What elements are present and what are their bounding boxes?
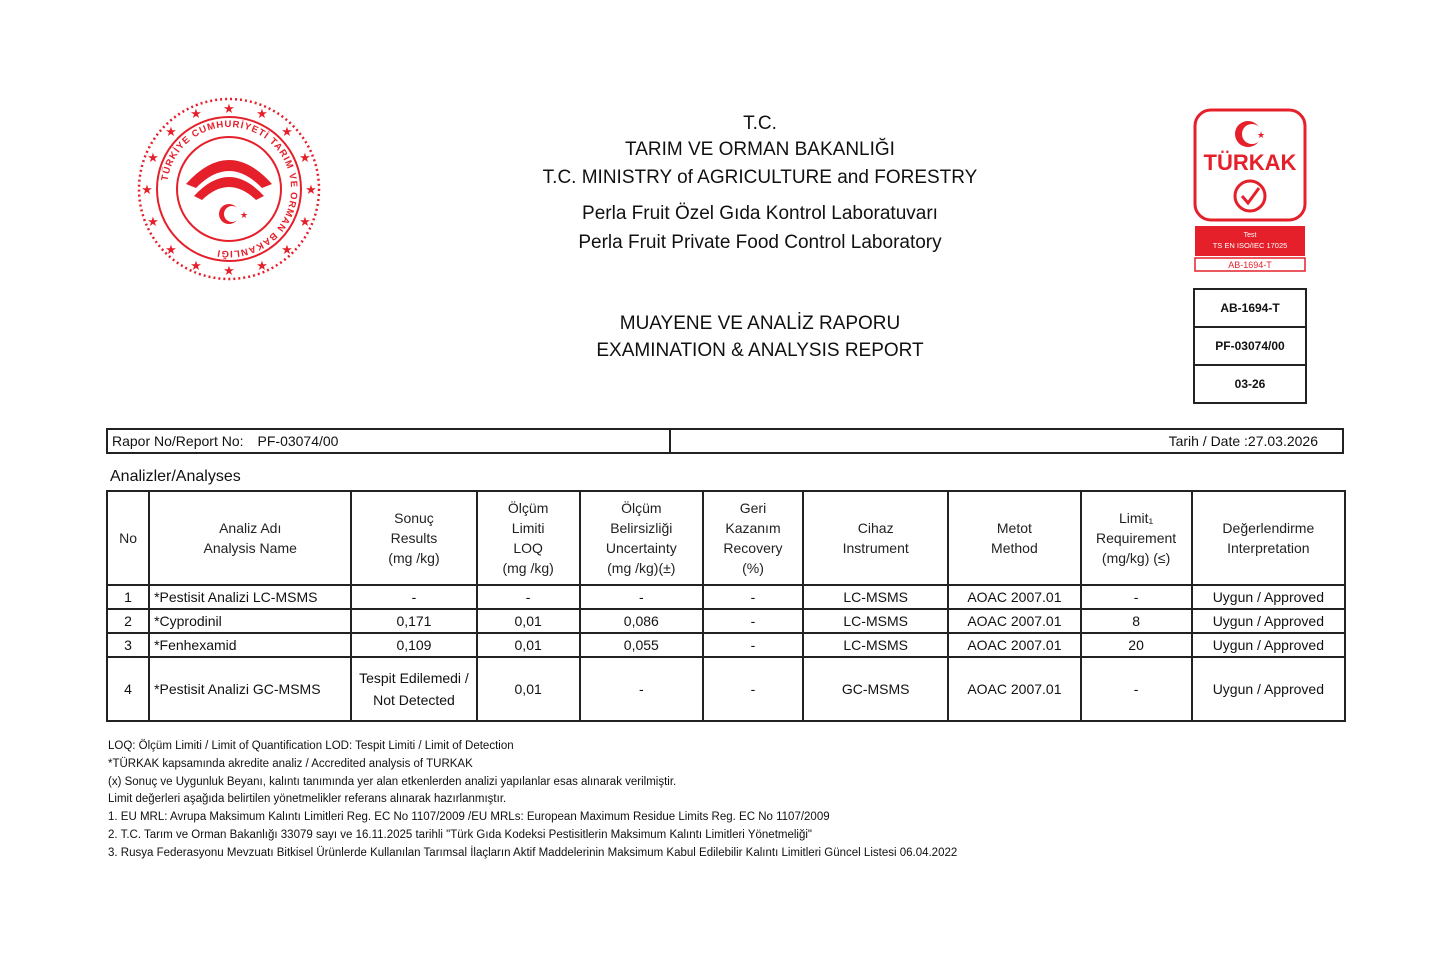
svg-text:★: ★ bbox=[190, 258, 202, 273]
turkak-test-label: Test bbox=[1243, 232, 1257, 239]
cell-method: AOAC 2007.01 bbox=[948, 609, 1080, 633]
turkak-accreditation-no: AB-1694-T bbox=[1228, 260, 1272, 270]
svg-text:★: ★ bbox=[223, 263, 235, 278]
cell-requirement: 20 bbox=[1081, 633, 1192, 657]
footnote-turkak: *TÜRKAK kapsamında akredite analiz / Accredited analysis of TURKAK bbox=[108, 757, 473, 770]
header-method: Metot Method bbox=[948, 491, 1080, 585]
cell-instrument: GC-MSMS bbox=[803, 657, 948, 721]
cell-result: Tespit Edilemedi / Not Detected bbox=[351, 657, 476, 721]
analysis-results-table bbox=[106, 490, 1346, 722]
table-row bbox=[107, 633, 1345, 657]
header-line-lab-tr: Perla Fruit Özel Gıda Kontrol Laboratuvarı bbox=[582, 203, 938, 224]
header-line-ministry-en: T.C. MINISTRY of AGRICULTURE and FORESTRY bbox=[542, 167, 978, 188]
cell-recovery: - bbox=[703, 633, 803, 657]
report-info-row bbox=[106, 428, 1344, 454]
svg-text:★: ★ bbox=[1257, 130, 1266, 140]
svg-text:★: ★ bbox=[256, 106, 268, 121]
cell-interpretation: Uygun / Approved bbox=[1192, 633, 1345, 657]
cell-analysis-name: *Cyprodinil bbox=[149, 609, 351, 633]
header-requirement: Limit₁ Requirement (mg/kg) (≤) bbox=[1081, 491, 1192, 585]
analyses-title: Analizler/Analyses bbox=[110, 468, 241, 485]
code-accreditation: AB-1694-T bbox=[1220, 301, 1280, 315]
cell-recovery: - bbox=[703, 609, 803, 633]
cell-method: AOAC 2007.01 bbox=[948, 657, 1080, 721]
cell-uncertainty: - bbox=[580, 657, 703, 721]
report-date: Tarih / Date :27.03.2026 bbox=[1168, 433, 1318, 449]
table-header-row bbox=[107, 491, 1345, 585]
svg-text:★: ★ bbox=[281, 124, 293, 139]
footnotes bbox=[108, 738, 957, 863]
cell-instrument: LC-MSMS bbox=[803, 609, 948, 633]
report-number-label: Rapor No/Report No: bbox=[112, 433, 244, 449]
cell-instrument: LC-MSMS bbox=[803, 585, 948, 609]
cell-result: 0,171 bbox=[351, 609, 476, 633]
report-number-cell bbox=[108, 430, 671, 452]
header-loq: Ölçüm Limiti LOQ (mg /kg) bbox=[477, 491, 580, 585]
svg-text:★: ★ bbox=[147, 150, 159, 165]
table-row bbox=[107, 585, 1345, 609]
seal-ring-text: TÜRKİYE CUMHURİYETİ TARIM VE ORMAN BAKANLIĞI bbox=[159, 118, 300, 260]
footnote-eu-mrl: 1. EU MRL: Avrupa Maksimum Kalıntı Limitleri Reg. EC No 1107/2009 /EU MRLs: European Maximum Residue Limits Reg. EC No 1107/2009 bbox=[108, 811, 830, 824]
svg-text:★: ★ bbox=[223, 101, 235, 116]
cell-no: 2 bbox=[107, 609, 149, 633]
turkak-accreditation-logo bbox=[1193, 108, 1307, 272]
cell-loq: 0,01 bbox=[477, 657, 580, 721]
cell-method: AOAC 2007.01 bbox=[948, 585, 1080, 609]
cell-loq: - bbox=[477, 585, 580, 609]
cell-analysis-name: *Pestisit Analizi GC-MSMS bbox=[149, 657, 351, 721]
cell-requirement: 8 bbox=[1081, 609, 1192, 633]
footnote-limits: Limit değerleri aşağıda belirtilen yönetmelikler referans alınarak hazırlanmıştır. bbox=[108, 793, 507, 806]
footnote-declaration: (x) Sonuç ve Uygunluk Beyanı, kalıntı tanımında yer alan etkenlerden analizi yapılanlar esas alınarak verilmiştir. bbox=[108, 775, 677, 788]
cell-loq: 0,01 bbox=[477, 633, 580, 657]
cell-method: AOAC 2007.01 bbox=[948, 633, 1080, 657]
svg-text:★: ★ bbox=[141, 182, 153, 197]
ministry-seal-logo bbox=[136, 96, 322, 282]
footnote-tc-regulation: 2. T.C. Tarım ve Orman Bakanlığı 33079 sayı ve 16.11.2025 tarihli "Türk Gıda Kodeksi Pestisitlerin Maksimum Kalıntı Limitleri Yönetmeliği" bbox=[108, 828, 813, 841]
cell-interpretation: Uygun / Approved bbox=[1192, 657, 1345, 721]
cell-loq: 0,01 bbox=[477, 609, 580, 633]
cell-result: - bbox=[351, 585, 476, 609]
document-code-box bbox=[1193, 288, 1307, 404]
cell-recovery: - bbox=[703, 585, 803, 609]
svg-text:★: ★ bbox=[165, 242, 177, 257]
header-interpretation: Değerlendirme Interpretation bbox=[1192, 491, 1345, 585]
header-instrument: Cihaz Instrument bbox=[803, 491, 948, 585]
svg-text:★: ★ bbox=[256, 258, 268, 273]
cell-analysis-name: *Pestisit Analizi LC-MSMS bbox=[149, 585, 351, 609]
code-report: PF-03074/00 bbox=[1195, 326, 1305, 364]
svg-text:★: ★ bbox=[299, 214, 311, 229]
cell-no: 1 bbox=[107, 585, 149, 609]
footnote-loq: LOQ: Ölçüm Limiti / Limit of Quantification LOD: Tespit Limiti / Limit of Detection bbox=[108, 740, 514, 752]
table-row bbox=[107, 657, 1345, 721]
report-title-en: EXAMINATION & ANALYSIS REPORT bbox=[596, 340, 924, 361]
code-revision: 03-26 bbox=[1195, 364, 1305, 402]
cell-requirement: - bbox=[1081, 585, 1192, 609]
header-analysis-name: Analiz Adı Analysis Name bbox=[149, 491, 351, 585]
cell-interpretation: Uygun / Approved bbox=[1192, 609, 1345, 633]
cell-interpretation: Uygun / Approved bbox=[1192, 585, 1345, 609]
cell-uncertainty: 0,086 bbox=[580, 609, 703, 633]
header-recovery: Geri Kazanım Recovery (%) bbox=[703, 491, 803, 585]
turkak-standard: TS EN ISO/IEC 17025 bbox=[1212, 241, 1288, 250]
report-title-tr: MUAYENE VE ANALİZ RAPORU bbox=[619, 313, 901, 334]
turkak-brand-text: TÜRKAK bbox=[1203, 150, 1297, 175]
svg-text:TÜRKİYE CUMHURİYETİ TARIM VE O bbox=[160, 119, 300, 260]
header-results: Sonuç Results (mg /kg) bbox=[351, 491, 476, 585]
svg-text:★: ★ bbox=[240, 210, 249, 220]
svg-text:★: ★ bbox=[190, 106, 202, 121]
cell-instrument: LC-MSMS bbox=[803, 633, 948, 657]
cell-uncertainty: - bbox=[580, 585, 703, 609]
header-line-ministry-tr: TARIM VE ORMAN BAKANLIĞI bbox=[625, 139, 895, 160]
cell-requirement: - bbox=[1081, 657, 1192, 721]
svg-text:★: ★ bbox=[305, 182, 317, 197]
cell-uncertainty: 0,055 bbox=[580, 633, 703, 657]
header-line-lab-en: Perla Fruit Private Food Control Laboratory bbox=[578, 232, 942, 253]
header-uncertainty: Ölçüm Belirsizliği Uncertainty (mg /kg)(±) bbox=[580, 491, 703, 585]
table-row bbox=[107, 609, 1345, 633]
cell-no: 3 bbox=[107, 633, 149, 657]
svg-text:★: ★ bbox=[147, 214, 159, 229]
svg-text:★: ★ bbox=[281, 242, 293, 257]
header-line-tc: T.C. bbox=[743, 113, 777, 134]
cell-no: 4 bbox=[107, 657, 149, 721]
svg-text:★: ★ bbox=[165, 124, 177, 139]
svg-text:★: ★ bbox=[299, 150, 311, 165]
cell-analysis-name: *Fenhexamid bbox=[149, 633, 351, 657]
header-no: No bbox=[107, 491, 149, 585]
report-number-value: PF-03074/00 bbox=[257, 433, 339, 449]
footnote-russia: 3. Rusya Federasyonu Mevzuatı Bitkisel Ürünlerde Kullanılan Tarımsal İlaçların Aktif Maddelerinin Maksimum Kabul Edilebilir Kalıntı Limitleri Güncel Listesi 06.04.2022 bbox=[108, 846, 958, 859]
cell-recovery: - bbox=[703, 657, 803, 721]
cell-result: 0,109 bbox=[351, 633, 476, 657]
